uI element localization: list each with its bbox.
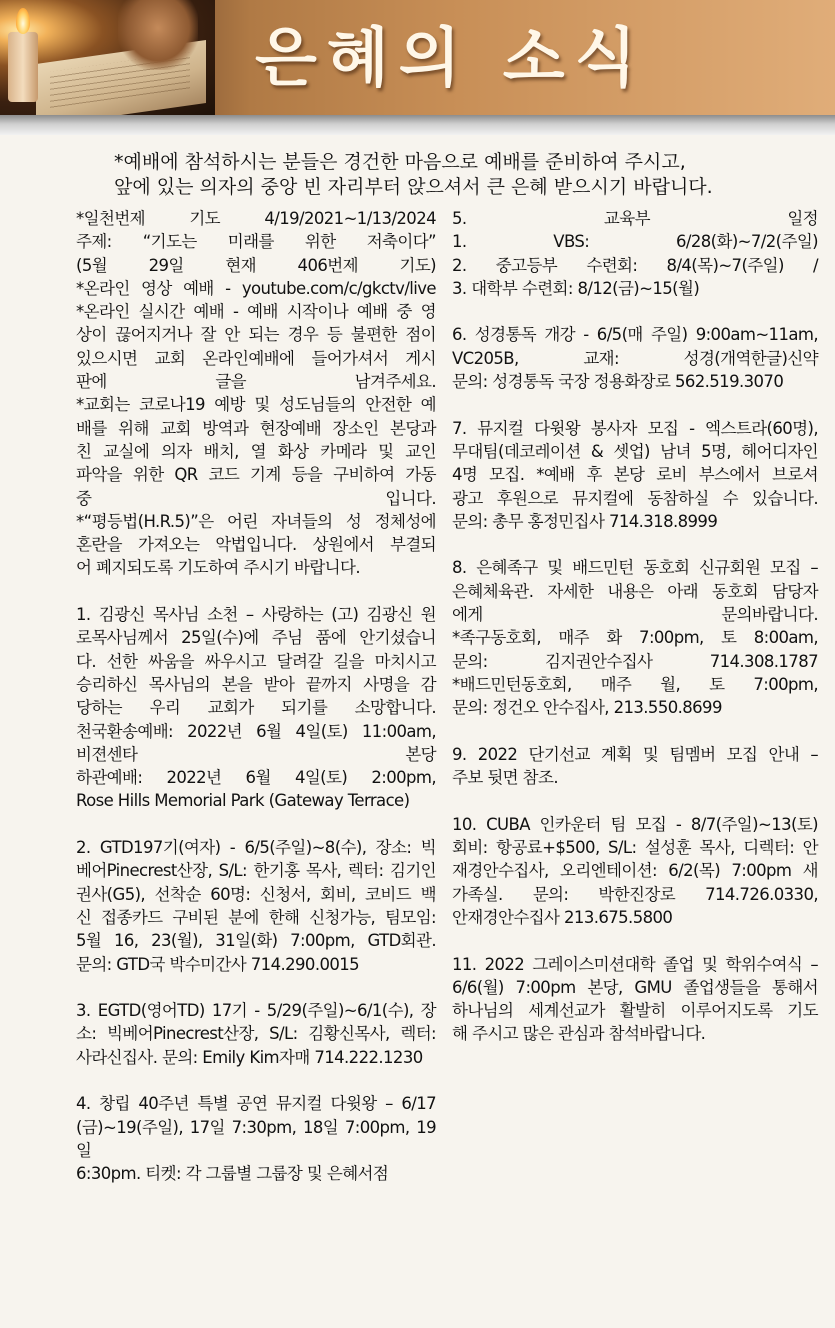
announcement-line: *교회는 코로나19 예방 및 성도님들의 안전한 예 bbox=[76, 395, 436, 415]
announcement-line: 재경안수집사, 오리엔테이션: 6/2(목) 7:00pm 새 bbox=[452, 861, 818, 881]
announcement-line: 천국환송예배: 2022년 6월 4일(토) 11:00am, bbox=[76, 721, 436, 741]
announcement-line: 문의: 정건오 안수집사, 213.550.8699 bbox=[452, 698, 722, 718]
announcement-line: 4. 창립 40주년 특별 공연 뮤지컬 다윗왕 – 6/17 bbox=[76, 1094, 436, 1114]
block-spacer bbox=[452, 393, 818, 416]
announcement-line: 다. 선한 싸움을 싸우시고 달려갈 길을 마치시고 bbox=[76, 651, 436, 671]
announcement-line: 승리하신 목사님의 본을 받아 끝까지 사명을 감 bbox=[76, 674, 436, 694]
announcement-line: VC205B, 교재: 성경(개역한글)신약 bbox=[452, 348, 818, 368]
candle-bible-photo bbox=[0, 0, 215, 115]
block-spacer bbox=[452, 533, 818, 556]
announcement-block bbox=[452, 953, 818, 1046]
announcement-line: 소: 빅베어Pinecrest산장, S/L: 김황신목사, 렉터: bbox=[76, 1024, 436, 1044]
announcement-line: 5월 16, 23(월), 31일(화) 7:00pm, GTD회관. bbox=[76, 931, 436, 951]
announcement-line: 사라신집사. 문의: Emily Kim자매 714.222.1230 bbox=[76, 1047, 423, 1067]
announcement-line: 해 주시고 많은 관심과 참석바랍니다. bbox=[452, 1024, 706, 1044]
announcement-line: 8. 은혜족구 및 배드민턴 동호회 신규회원 모집 – bbox=[452, 558, 818, 578]
block-spacer bbox=[76, 976, 436, 999]
announcement-line: 에게 문의바랍니다. bbox=[452, 605, 818, 625]
announcement-line: 무대팀(데코레이션 & 셋업) 남녀 5명, 헤어디자인 bbox=[452, 441, 818, 461]
block-spacer bbox=[452, 789, 818, 812]
announcement-line: 5. 교육부 일정 bbox=[452, 209, 818, 228]
left-announcement-column bbox=[76, 207, 436, 1185]
announcement-line: 3. 대학부 수련회: 8/12(금)~15(월) bbox=[452, 278, 700, 298]
announcement-line: 문의: 총무 홍정민집사 714.318.8999 bbox=[452, 511, 718, 531]
announcement-line: 권사(G5), 선착순 60명: 신청서, 회비, 코비드 백 bbox=[76, 884, 436, 904]
announcement-line: 파악을 위한 QR 코드 기계 등을 구비하여 가동 bbox=[76, 465, 436, 485]
announcement-block bbox=[452, 323, 818, 393]
announcement-line: 친 교실에 의자 배치, 열 화상 카메라 및 교인 bbox=[76, 441, 436, 461]
announcement-block bbox=[76, 836, 436, 976]
praying-hands-image bbox=[118, 0, 198, 70]
announcement-block bbox=[76, 207, 436, 580]
block-spacer bbox=[76, 1069, 436, 1092]
announcement-line: 은혜체육관. 자세한 내용은 아래 동호회 담당자 bbox=[452, 581, 818, 601]
announcement-line: Rose Hills Memorial Park (Gateway Terrace) bbox=[76, 791, 410, 811]
announcement-line: 1. 김광신 목사님 소천 – 사랑하는 (고) 김광신 원 bbox=[76, 605, 436, 625]
announcement-line: 회비: 항공료+$500, S/L: 설성훈 목사, 디렉터: 안 bbox=[452, 838, 818, 858]
announcement-line: 11. 2022 그레이스미션대학 졸업 및 학위수여식 – bbox=[452, 954, 818, 974]
announcement-line: 중 입니다. bbox=[76, 488, 436, 508]
announcement-line: 하나님의 세계선교가 활발히 이루어지도록 기도 bbox=[452, 1001, 818, 1021]
announcement-block bbox=[452, 207, 818, 300]
announcement-line: 하관예배: 2022년 6월 4일(토) 2:00pm, bbox=[76, 768, 436, 788]
announcement-line: 베어Pinecrest산장, S/L: 한기홍 목사, 렉터: 김기인 bbox=[76, 861, 436, 881]
announcement-line: (금)~19(주일), 17일 7:30pm, 18일 7:00pm, 19일 bbox=[76, 1117, 436, 1160]
announcement-line: 상이 끊어지거나 잘 안 되는 경우 등 불편한 점이 bbox=[76, 325, 436, 345]
announcement-line: 7. 뮤지컬 다윗왕 봉사자 모집 - 엑스트라(60명), bbox=[452, 418, 818, 438]
announcement-line: 안재경안수집사 213.675.5800 bbox=[452, 907, 673, 927]
block-spacer bbox=[452, 929, 818, 952]
notice-line: 앞에 있는 의자의 중앙 빈 자리부터 앉으셔서 큰 은혜 받으시기 바랍니다. bbox=[114, 176, 713, 198]
announcement-block bbox=[452, 556, 818, 719]
announcement-block bbox=[76, 999, 436, 1069]
announcement-line: 가족실. 문의: 박한진장로 714.726.0330, bbox=[452, 884, 818, 904]
announcement-line: 6:30pm. 티켓: 각 그룹별 그룹장 및 은혜서점 bbox=[76, 1164, 389, 1184]
announcement-line: *일천번제 기도 4/19/2021~1/13/2024 bbox=[76, 209, 436, 228]
announcement-line: 문의: 성경통독 국장 정용화장로 562.519.3070 bbox=[452, 372, 784, 392]
announcement-block bbox=[452, 417, 818, 533]
worship-notice bbox=[114, 150, 814, 200]
announcement-line: 신 접종카드 구비된 분에 한해 신청가능, 팀모임: bbox=[76, 907, 436, 927]
announcement-line: 당하는 우리 교회가 되기를 소망합니다. bbox=[76, 698, 436, 718]
announcement-line: 판에 글을 남겨주세요. bbox=[76, 372, 436, 392]
announcement-line: 로목사님께서 25일(수)에 주님 품에 안기셨습니 bbox=[76, 628, 436, 648]
announcement-block bbox=[452, 743, 818, 790]
announcement-line: *“평등법(H.R.5)”은 어린 자녀들의 성 정체성에 bbox=[76, 511, 436, 531]
announcement-line: 문의: GTD국 박수미간사 714.290.0015 bbox=[76, 954, 360, 974]
announcement-line: 비젼센타 본당 bbox=[76, 744, 436, 764]
announcement-line: 1. VBS: 6/28(화)~7/2(주일) bbox=[452, 232, 818, 252]
candle-flame-icon bbox=[16, 8, 30, 34]
announcement-line: 9. 2022 단기선교 계획 및 팀멤버 모집 안내 – bbox=[452, 744, 818, 764]
announcement-block bbox=[76, 1092, 436, 1185]
announcement-line: 3. EGTD(영어TD) 17기 - 5/29(주일)~6/1(수), 장 bbox=[76, 1001, 436, 1021]
block-spacer bbox=[76, 813, 436, 836]
header-divider bbox=[0, 115, 835, 135]
announcement-line: 있으시면 교회 온라인예배에 들어가셔서 게시 bbox=[76, 348, 436, 368]
announcement-line: 2. 중고등부 수련회: 8/4(목)~7(주일) / bbox=[452, 255, 818, 275]
announcement-line: *족구동호회, 매주 화 7:00pm, 토 8:00am, bbox=[452, 628, 818, 648]
header-banner bbox=[0, 0, 835, 115]
candle-image bbox=[8, 32, 38, 102]
announcement-line: 6. 성경통독 개강 - 6/5(매 주일) 9:00am~11am, bbox=[452, 325, 818, 345]
announcement-line: *온라인 영상 예배 - youtube.com/c/gkctv/live bbox=[76, 278, 436, 298]
announcement-line: 6/6(월) 7:00pm 본당, GMU 졸업생들을 통해서 bbox=[452, 977, 818, 997]
notice-line: *예배에 참석하시는 분들은 경건한 마음으로 예배를 준비하여 주시고, bbox=[114, 151, 686, 173]
block-spacer bbox=[452, 300, 818, 323]
right-announcement-column bbox=[452, 207, 818, 1046]
announcement-line: 주보 뒷면 참조. bbox=[452, 768, 558, 788]
announcement-line: *배드민턴동호회, 매주 월, 토 7:00pm, bbox=[452, 674, 818, 694]
page-title: 은혜의 소식 bbox=[255, 21, 647, 96]
announcement-line: 4명 모집. *예배 후 본당 로비 부스에서 브로셔 bbox=[452, 465, 818, 485]
announcement-line: (5월 29일 현재 406번제 기도) bbox=[76, 255, 436, 275]
announcement-line: 문의: 김지권안수집사 714.308.1787 bbox=[452, 651, 818, 671]
announcement-line: 배를 위해 교회 방역과 현장예배 장소인 본당과 bbox=[76, 418, 436, 438]
announcement-line: 주제: “기도는 미래를 위한 저축이다” bbox=[76, 232, 436, 252]
announcement-line: 2. GTD197기(여자) - 6/5(주일)~8(수), 장소: 빅 bbox=[76, 838, 436, 858]
announcement-line: 광고 후원으로 뮤지컬에 동참하실 수 있습니다. bbox=[452, 488, 818, 508]
announcement-line: 어 폐지되도록 기도하여 주시기 바랍니다. bbox=[76, 558, 360, 578]
announcement-line: 혼란을 가져오는 악법입니다. 상원에서 부결되 bbox=[76, 535, 436, 555]
block-spacer bbox=[76, 580, 436, 603]
announcement-line: 10. CUBA 인카운터 팀 모집 - 8/7(주일)~13(토) bbox=[452, 814, 818, 834]
announcement-line: *온라인 실시간 예배 - 예배 시작이나 예배 중 영 bbox=[76, 302, 436, 322]
block-spacer bbox=[452, 720, 818, 743]
announcement-block bbox=[452, 813, 818, 929]
announcement-block bbox=[76, 603, 436, 813]
